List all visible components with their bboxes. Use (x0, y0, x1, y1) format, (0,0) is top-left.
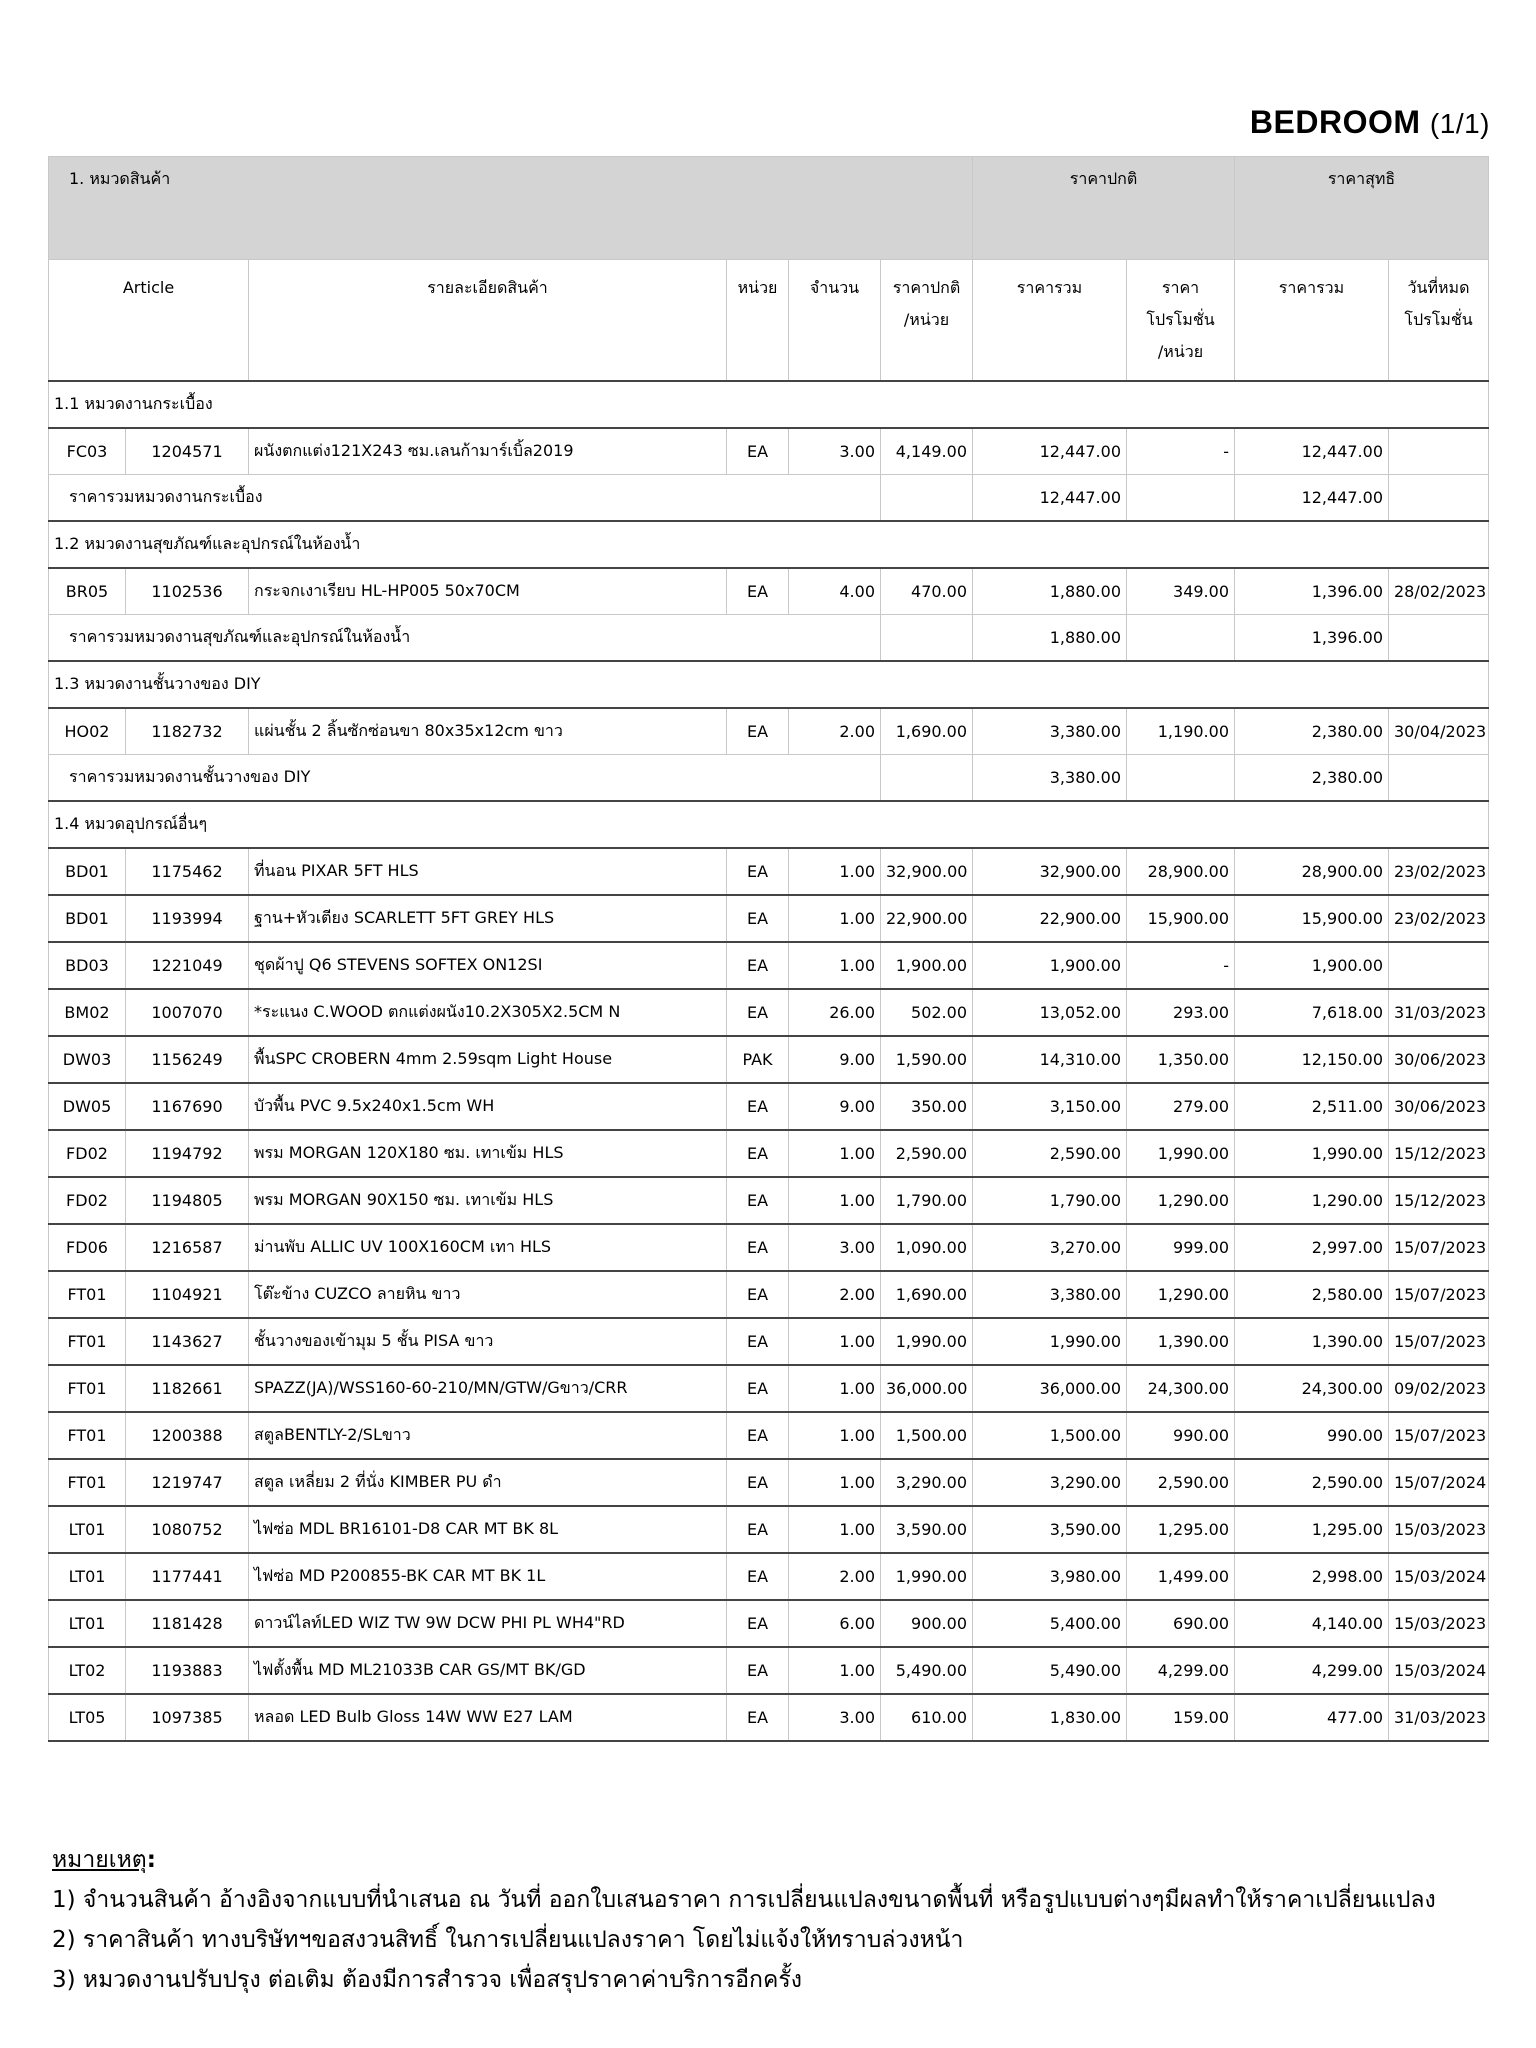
item-qty: 1.00 (789, 1459, 881, 1506)
item-qty: 2.00 (789, 1271, 881, 1318)
item-net-total: 1,290.00 (1235, 1177, 1389, 1224)
item-qty: 6.00 (789, 1600, 881, 1647)
item-unit: EA (727, 1130, 789, 1177)
item-code: FT01 (49, 1459, 126, 1506)
item-total: 3,590.00 (973, 1506, 1127, 1553)
item-row (49, 1130, 1489, 1177)
subtotal-spacer (1127, 475, 1235, 522)
item-total: 1,880.00 (973, 568, 1127, 615)
item-unit: EA (727, 1365, 789, 1412)
col-unit: หน่วย (727, 260, 789, 382)
item-unit: EA (727, 1600, 789, 1647)
item-description: ไฟซ่อ MDL BR16101-D8 CAR MT BK 8L (249, 1506, 727, 1553)
subtotal-label: ราคารวมหมวดงานสุขภัณฑ์และอุปกรณ์ในห้องน้ำ (49, 615, 881, 662)
item-total: 3,380.00 (973, 1271, 1127, 1318)
item-code: LT02 (49, 1647, 126, 1694)
item-total: 3,150.00 (973, 1083, 1127, 1130)
item-promo-price: 1,990.00 (1127, 1130, 1235, 1177)
item-description: ดาวน์ไลท์LED WIZ TW 9W DCW PHI PL WH4"RD (249, 1600, 727, 1647)
item-row (49, 1271, 1489, 1318)
item-unit-price: 1,900.00 (881, 942, 973, 989)
item-net-total: 2,380.00 (1235, 708, 1389, 755)
item-code: FD06 (49, 1224, 126, 1271)
item-description: ชุดผ้าปู Q6 STEVENS SOFTEX ON12SI (249, 942, 727, 989)
item-net-total: 2,590.00 (1235, 1459, 1389, 1506)
col-description: รายละเอียดสินค้า (249, 260, 727, 382)
item-total: 3,290.00 (973, 1459, 1127, 1506)
item-unit-price: 900.00 (881, 1600, 973, 1647)
item-promo-price: 293.00 (1127, 989, 1235, 1036)
item-unit-price: 22,900.00 (881, 895, 973, 942)
item-unit-price: 3,590.00 (881, 1506, 973, 1553)
item-net-total: 12,150.00 (1235, 1036, 1389, 1083)
item-promo-price: 1,295.00 (1127, 1506, 1235, 1553)
subtotal-row (49, 475, 1489, 522)
item-row (49, 989, 1489, 1036)
item-promo-price: 1,290.00 (1127, 1271, 1235, 1318)
item-code: FC03 (49, 428, 126, 475)
item-net-total: 1,396.00 (1235, 568, 1389, 615)
column-header-row (49, 260, 1489, 382)
item-qty: 1.00 (789, 1177, 881, 1224)
item-net-total: 24,300.00 (1235, 1365, 1389, 1412)
item-net-total: 28,900.00 (1235, 848, 1389, 895)
item-promo-price: 990.00 (1127, 1412, 1235, 1459)
item-unit-price: 1,690.00 (881, 1271, 973, 1318)
item-code: FT01 (49, 1318, 126, 1365)
item-promo-expiry: 28/02/2023 (1389, 568, 1489, 615)
item-net-total: 2,998.00 (1235, 1553, 1389, 1600)
item-total: 3,270.00 (973, 1224, 1127, 1271)
item-description: ที่นอน PIXAR 5FT HLS (249, 848, 727, 895)
item-unit-price: 470.00 (881, 568, 973, 615)
item-promo-expiry: 15/12/2023 (1389, 1130, 1489, 1177)
item-description: หลอด LED Bulb Gloss 14W WW E27 LAM (249, 1694, 727, 1741)
item-description: สตูล เหลี่ยม 2 ที่นั่ง KIMBER PU ดำ (249, 1459, 727, 1506)
item-qty: 1.00 (789, 1318, 881, 1365)
item-description: SPAZZ(JA)/WSS160-60-210/MN/GTW/Gขาว/CRR (249, 1365, 727, 1412)
item-row (49, 848, 1489, 895)
notes-section (52, 1840, 1436, 2000)
item-promo-expiry: 15/03/2023 (1389, 1600, 1489, 1647)
item-row (49, 1647, 1489, 1694)
item-promo-expiry: 23/02/2023 (1389, 848, 1489, 895)
item-promo-price: 1,290.00 (1127, 1177, 1235, 1224)
item-row (49, 1365, 1489, 1412)
item-article-number: 1167690 (126, 1083, 249, 1130)
subtotal-label: ราคารวมหมวดงานกระเบื้อง (49, 475, 881, 522)
item-net-total: 2,997.00 (1235, 1224, 1389, 1271)
item-unit-price: 36,000.00 (881, 1365, 973, 1412)
item-unit-price: 1,990.00 (881, 1553, 973, 1600)
item-article-number: 1182661 (126, 1365, 249, 1412)
item-article-number: 1219747 (126, 1459, 249, 1506)
item-description: *ระแนง C.WOOD ตกแต่งผนัง10.2X305X2.5CM N (249, 989, 727, 1036)
item-promo-price: 24,300.00 (1127, 1365, 1235, 1412)
item-total: 1,790.00 (973, 1177, 1127, 1224)
item-code: FD02 (49, 1177, 126, 1224)
item-unit: EA (727, 428, 789, 475)
item-promo-price: - (1127, 942, 1235, 989)
item-row (49, 568, 1489, 615)
item-description: พรม MORGAN 120X180 ซม. เทาเข้ม HLS (249, 1130, 727, 1177)
item-unit-price: 1,790.00 (881, 1177, 973, 1224)
item-unit-price: 1,990.00 (881, 1318, 973, 1365)
item-unit: EA (727, 1083, 789, 1130)
item-promo-price: 15,900.00 (1127, 895, 1235, 942)
item-qty: 2.00 (789, 708, 881, 755)
item-promo-price: 999.00 (1127, 1224, 1235, 1271)
item-code: LT01 (49, 1600, 126, 1647)
item-code: BR05 (49, 568, 126, 615)
item-promo-expiry: 15/12/2023 (1389, 1177, 1489, 1224)
section-title: 1.2 หมวดงานสุขภัณฑ์และอุปกรณ์ในห้องน้ำ (49, 521, 1489, 568)
item-total: 22,900.00 (973, 895, 1127, 942)
item-description: แผ่นชั้น 2 ลิ้นซักซ่อนขา 80x35x12cm ขาว (249, 708, 727, 755)
item-unit-price: 3,290.00 (881, 1459, 973, 1506)
item-net-total: 2,511.00 (1235, 1083, 1389, 1130)
subtotal-net: 12,447.00 (1235, 475, 1389, 522)
item-code: FD02 (49, 1130, 126, 1177)
item-unit-price: 610.00 (881, 1694, 973, 1741)
item-unit: EA (727, 942, 789, 989)
item-qty: 1.00 (789, 1365, 881, 1412)
col-net-total: ราคารวม (1235, 260, 1389, 382)
item-total: 1,500.00 (973, 1412, 1127, 1459)
item-total: 5,490.00 (973, 1647, 1127, 1694)
item-qty: 1.00 (789, 1506, 881, 1553)
subtotal-spacer (1389, 615, 1489, 662)
item-article-number: 1221049 (126, 942, 249, 989)
item-promo-expiry: 30/04/2023 (1389, 708, 1489, 755)
item-article-number: 1143627 (126, 1318, 249, 1365)
item-unit-price: 1,500.00 (881, 1412, 973, 1459)
item-promo-expiry: 15/07/2023 (1389, 1271, 1489, 1318)
item-net-total: 15,900.00 (1235, 895, 1389, 942)
item-qty: 1.00 (789, 1412, 881, 1459)
item-qty: 9.00 (789, 1036, 881, 1083)
item-net-total: 1,390.00 (1235, 1318, 1389, 1365)
item-article-number: 1175462 (126, 848, 249, 895)
item-description: บัวพื้น PVC 9.5x240x1.5cm WH (249, 1083, 727, 1130)
subtotal-spacer (881, 615, 973, 662)
item-net-total: 4,299.00 (1235, 1647, 1389, 1694)
item-unit: EA (727, 1506, 789, 1553)
subtotal-spacer (1389, 475, 1489, 522)
item-promo-price: 279.00 (1127, 1083, 1235, 1130)
item-total: 1,900.00 (973, 942, 1127, 989)
item-qty: 1.00 (789, 942, 881, 989)
item-qty: 4.00 (789, 568, 881, 615)
subtotal-row (49, 755, 1489, 802)
item-promo-expiry (1389, 428, 1489, 475)
col-qty: จำนวน (789, 260, 881, 382)
note-line: 1) จำนวนสินค้า อ้างอิงจากแบบที่นำเสนอ ณ วันที่ ออกใบเสนอราคา การเปลี่ยนแปลงขนาดพื้นที่ หรือรูปแบบต่างๆมีผลทำให้ราคาเปลี่ยนแปลง (52, 1887, 1436, 1913)
subtotal-total: 12,447.00 (973, 475, 1127, 522)
item-promo-expiry: 30/06/2023 (1389, 1083, 1489, 1130)
normal-price-header: ราคาปกติ (973, 157, 1235, 260)
item-unit-price: 350.00 (881, 1083, 973, 1130)
item-total: 36,000.00 (973, 1365, 1127, 1412)
item-promo-price: 1,350.00 (1127, 1036, 1235, 1083)
item-qty: 2.00 (789, 1553, 881, 1600)
col-total: ราคารวม (973, 260, 1127, 382)
item-unit: EA (727, 1412, 789, 1459)
item-code: DW05 (49, 1083, 126, 1130)
item-row (49, 1177, 1489, 1224)
item-row (49, 895, 1489, 942)
item-row (49, 1318, 1489, 1365)
item-code: BD01 (49, 848, 126, 895)
col-promo-expiry: วันที่หมด โปรโมชั่น (1389, 260, 1489, 382)
item-code: FT01 (49, 1271, 126, 1318)
item-unit: EA (727, 1177, 789, 1224)
item-row (49, 708, 1489, 755)
item-code: LT01 (49, 1553, 126, 1600)
note-line: 2) ราคาสินค้า ทางบริษัทฯขอสงวนสิทธิ์ ในการเปลี่ยนแปลงราคา โดยไม่แจ้งให้ทราบล่วงหน้า (52, 1927, 964, 1953)
item-unit-price: 1,690.00 (881, 708, 973, 755)
item-description: ชั้นวางของเข้ามุม 5 ชั้น PISA ขาว (249, 1318, 727, 1365)
item-description: สตูลBENTLY-2/SLขาว (249, 1412, 727, 1459)
item-promo-price: 2,590.00 (1127, 1459, 1235, 1506)
item-total: 14,310.00 (973, 1036, 1127, 1083)
col-article: Article (49, 260, 249, 382)
item-unit-price: 1,090.00 (881, 1224, 973, 1271)
item-promo-price: 159.00 (1127, 1694, 1235, 1741)
item-code: BM02 (49, 989, 126, 1036)
item-promo-price: 4,299.00 (1127, 1647, 1235, 1694)
item-promo-price: 1,390.00 (1127, 1318, 1235, 1365)
item-promo-expiry: 15/07/2023 (1389, 1224, 1489, 1271)
item-promo-price: 1,499.00 (1127, 1553, 1235, 1600)
item-unit-price: 502.00 (881, 989, 973, 1036)
subtotal-net: 2,380.00 (1235, 755, 1389, 802)
item-net-total: 2,580.00 (1235, 1271, 1389, 1318)
item-promo-expiry: 15/03/2024 (1389, 1647, 1489, 1694)
item-code: BD03 (49, 942, 126, 989)
section-title: 1.4 หมวดอุปกรณ์อื่นๆ (49, 801, 1489, 848)
item-article-number: 1007070 (126, 989, 249, 1036)
item-promo-price: 690.00 (1127, 1600, 1235, 1647)
item-article-number: 1104921 (126, 1271, 249, 1318)
note-line: 3) หมวดงานปรับปรุง ต่อเติม ต้องมีการสำรวจ เพื่อสรุปราคาค่าบริการอีกครั้ง (52, 1967, 802, 1993)
item-net-total: 990.00 (1235, 1412, 1389, 1459)
item-net-total: 7,618.00 (1235, 989, 1389, 1036)
item-row (49, 1224, 1489, 1271)
item-unit-price: 32,900.00 (881, 848, 973, 895)
item-article-number: 1216587 (126, 1224, 249, 1271)
item-promo-expiry: 31/03/2023 (1389, 1694, 1489, 1741)
item-qty: 3.00 (789, 1224, 881, 1271)
net-price-header: ราคาสุทธิ (1235, 157, 1489, 260)
subtotal-spacer (881, 475, 973, 522)
section-title: 1.3 หมวดงานชั้นวางของ DIY (49, 661, 1489, 708)
item-total: 1,990.00 (973, 1318, 1127, 1365)
item-total: 5,400.00 (973, 1600, 1127, 1647)
item-row (49, 1506, 1489, 1553)
item-qty: 1.00 (789, 895, 881, 942)
item-description: ไฟตั้งพื้น MD ML21033B CAR GS/MT BK/GD (249, 1647, 727, 1694)
notes-heading (52, 1840, 1436, 1880)
subtotal-total: 3,380.00 (973, 755, 1127, 802)
item-description: ฐาน+หัวเตียง SCARLETT 5FT GREY HLS (249, 895, 727, 942)
item-unit: EA (727, 708, 789, 755)
item-promo-expiry: 15/03/2023 (1389, 1506, 1489, 1553)
item-description: พื้นSPC CROBERN 4mm 2.59sqm Light House (249, 1036, 727, 1083)
subtotal-row (49, 615, 1489, 662)
item-code: DW03 (49, 1036, 126, 1083)
item-row (49, 1553, 1489, 1600)
item-promo-expiry: 15/07/2023 (1389, 1412, 1489, 1459)
item-unit: EA (727, 1459, 789, 1506)
item-total: 12,447.00 (973, 428, 1127, 475)
item-net-total: 12,447.00 (1235, 428, 1389, 475)
item-total: 3,380.00 (973, 708, 1127, 755)
item-article-number: 1097385 (126, 1694, 249, 1741)
title-main: BEDROOM (1249, 104, 1421, 140)
item-row (49, 1600, 1489, 1647)
item-article-number: 1193883 (126, 1647, 249, 1694)
col-promo-price: ราคา โปรโมชั่น /หน่วย (1127, 260, 1235, 382)
item-row (49, 1083, 1489, 1130)
item-code: FT01 (49, 1412, 126, 1459)
item-article-number: 1194805 (126, 1177, 249, 1224)
section-header-row (49, 661, 1489, 708)
item-qty: 9.00 (789, 1083, 881, 1130)
item-promo-expiry: 09/02/2023 (1389, 1365, 1489, 1412)
item-row (49, 428, 1489, 475)
section-title: 1.1 หมวดงานกระเบื้อง (49, 381, 1489, 428)
item-qty: 1.00 (789, 1647, 881, 1694)
item-qty: 3.00 (789, 428, 881, 475)
item-qty: 1.00 (789, 848, 881, 895)
item-unit: EA (727, 989, 789, 1036)
item-description: โต๊ะข้าง CUZCO ลายหิน ขาว (249, 1271, 727, 1318)
subtotal-net: 1,396.00 (1235, 615, 1389, 662)
item-net-total: 1,295.00 (1235, 1506, 1389, 1553)
subtotal-total: 1,880.00 (973, 615, 1127, 662)
item-row (49, 1694, 1489, 1741)
item-unit-price: 4,149.00 (881, 428, 973, 475)
item-promo-price: - (1127, 428, 1235, 475)
item-description: ม่านพับ ALLIC UV 100X160CM เทา HLS (249, 1224, 727, 1271)
notes-colon: : (146, 1847, 156, 1873)
item-unit: EA (727, 1553, 789, 1600)
subtotal-spacer (1389, 755, 1489, 802)
item-unit-price: 2,590.00 (881, 1130, 973, 1177)
section-header-row (49, 521, 1489, 568)
item-promo-expiry: 15/07/2023 (1389, 1318, 1489, 1365)
category-header: 1. หมวดสินค้า (49, 157, 973, 260)
item-promo-expiry: 15/07/2024 (1389, 1459, 1489, 1506)
section-header-row (49, 381, 1489, 428)
item-net-total: 4,140.00 (1235, 1600, 1389, 1647)
item-description: กระจกเงาเรียบ HL-HP005 50x70CM (249, 568, 727, 615)
item-article-number: 1181428 (126, 1600, 249, 1647)
quotation-table (48, 156, 1489, 1742)
subtotal-spacer (1127, 615, 1235, 662)
item-description: พรม MORGAN 90X150 ซม. เทาเข้ม HLS (249, 1177, 727, 1224)
item-unit: EA (727, 1224, 789, 1271)
item-row (49, 942, 1489, 989)
item-description: ไฟซ่อ MD P200855-BK CAR MT BK 1L (249, 1553, 727, 1600)
item-unit: EA (727, 568, 789, 615)
title-page: (1/1) (1429, 108, 1490, 139)
item-qty: 1.00 (789, 1130, 881, 1177)
item-code: HO02 (49, 708, 126, 755)
item-promo-expiry (1389, 942, 1489, 989)
item-article-number: 1200388 (126, 1412, 249, 1459)
item-net-total: 1,900.00 (1235, 942, 1389, 989)
item-promo-price: 349.00 (1127, 568, 1235, 615)
item-qty: 26.00 (789, 989, 881, 1036)
item-unit: EA (727, 848, 789, 895)
item-article-number: 1156249 (126, 1036, 249, 1083)
item-unit: EA (727, 1647, 789, 1694)
item-promo-expiry: 31/03/2023 (1389, 989, 1489, 1036)
item-article-number: 1194792 (126, 1130, 249, 1177)
item-total: 13,052.00 (973, 989, 1127, 1036)
item-code: FT01 (49, 1365, 126, 1412)
col-unit-price: ราคาปกติ /หน่วย (881, 260, 973, 382)
table-body (49, 157, 1489, 1742)
subtotal-spacer (881, 755, 973, 802)
item-unit: PAK (727, 1036, 789, 1083)
item-unit: EA (727, 895, 789, 942)
item-description: ผนังตกแต่ง121X243 ซม.เลนก้ามาร์เบิ้ล2019 (249, 428, 727, 475)
item-qty: 3.00 (789, 1694, 881, 1741)
item-total: 3,980.00 (973, 1553, 1127, 1600)
item-unit: EA (727, 1694, 789, 1741)
item-article-number: 1102536 (126, 568, 249, 615)
item-promo-price: 28,900.00 (1127, 848, 1235, 895)
item-row (49, 1412, 1489, 1459)
subtotal-spacer (1127, 755, 1235, 802)
item-code: LT05 (49, 1694, 126, 1741)
section-header-row (49, 801, 1489, 848)
item-promo-expiry: 15/03/2024 (1389, 1553, 1489, 1600)
item-promo-expiry: 23/02/2023 (1389, 895, 1489, 942)
item-net-total: 477.00 (1235, 1694, 1389, 1741)
item-article-number: 1080752 (126, 1506, 249, 1553)
item-promo-price: 1,190.00 (1127, 708, 1235, 755)
item-total: 1,830.00 (973, 1694, 1127, 1741)
item-unit-price: 5,490.00 (881, 1647, 973, 1694)
item-code: LT01 (49, 1506, 126, 1553)
item-code: BD01 (49, 895, 126, 942)
item-row (49, 1036, 1489, 1083)
item-unit-price: 1,590.00 (881, 1036, 973, 1083)
item-article-number: 1204571 (126, 428, 249, 475)
item-article-number: 1177441 (126, 1553, 249, 1600)
item-total: 32,900.00 (973, 848, 1127, 895)
notes-title: หมายเหตุ (52, 1847, 147, 1873)
item-net-total: 1,990.00 (1235, 1130, 1389, 1177)
item-row (49, 1459, 1489, 1506)
item-total: 2,590.00 (973, 1130, 1127, 1177)
subtotal-label: ราคารวมหมวดงานชั้นวางของ DIY (49, 755, 881, 802)
item-unit: EA (727, 1271, 789, 1318)
item-article-number: 1193994 (126, 895, 249, 942)
item-unit: EA (727, 1318, 789, 1365)
group-header-row (49, 157, 1489, 260)
item-promo-expiry: 30/06/2023 (1389, 1036, 1489, 1083)
item-article-number: 1182732 (126, 708, 249, 755)
document-title (1250, 104, 1490, 141)
